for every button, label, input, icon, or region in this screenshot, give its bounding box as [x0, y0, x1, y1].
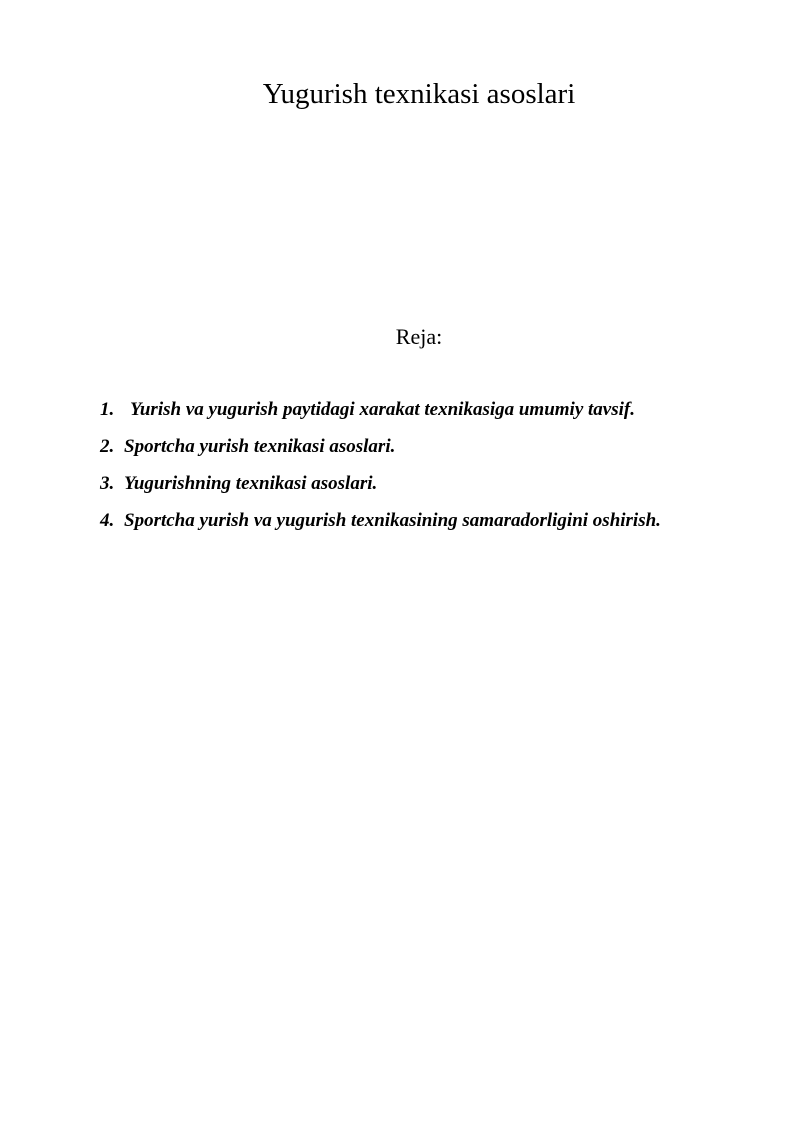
plan-item [100, 507, 780, 544]
plan-item [100, 433, 780, 470]
plan-item-text: Sportcha yurish texnikasi asoslari. [124, 436, 396, 457]
plan-item-number: 4. [100, 510, 115, 531]
plan-item-text: Yurish va yugurish paytidagi xarakat texnikasiga umumiy tavsif. [130, 399, 635, 420]
plan-list [100, 396, 780, 544]
plan-item-number: 1. [100, 399, 115, 420]
plan-item-text: Sportcha yurish va yugurish texnikasining samaradorligini oshirish. [124, 510, 661, 531]
plan-item-text: Yugurishning texnikasi asoslari. [124, 473, 378, 494]
plan-item [100, 470, 780, 507]
document-title: Yugurish texnikasi asoslari [262, 78, 576, 110]
plan-heading: Reja: [395, 324, 443, 349]
plan-item [100, 396, 780, 433]
plan-item-number: 2. [100, 436, 115, 457]
plan-item-number: 3. [100, 473, 115, 494]
